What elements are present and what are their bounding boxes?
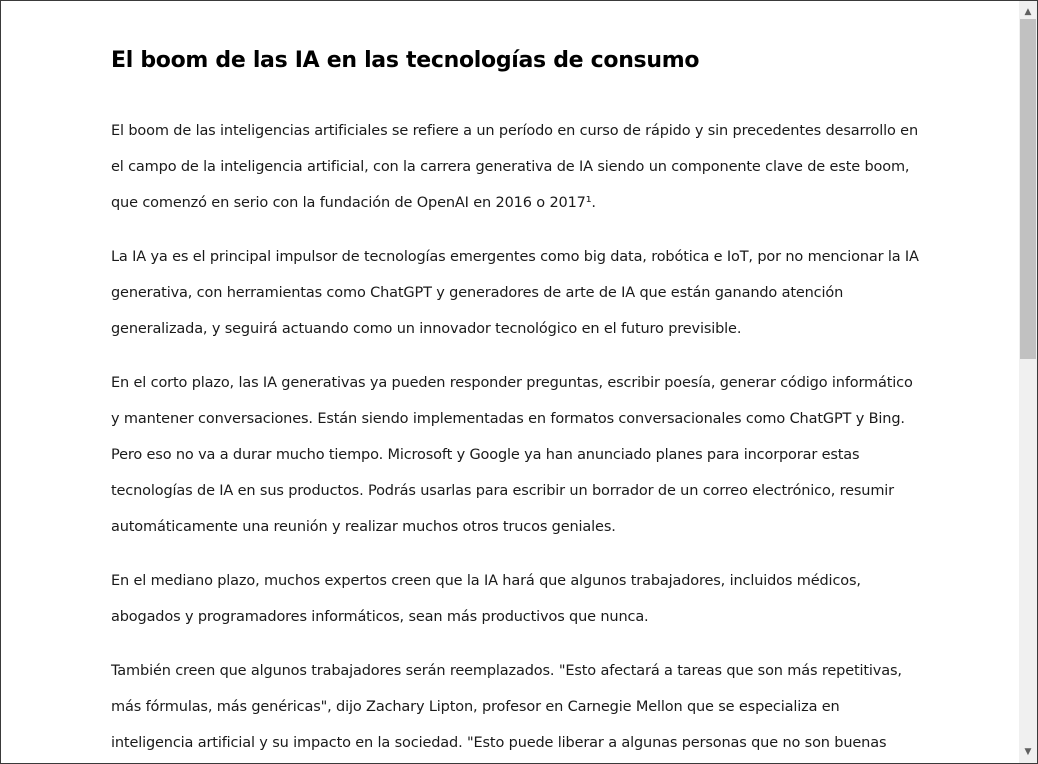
vertical-scrollbar[interactable] (1019, 1, 1037, 763)
paragraph: En el corto plazo, las IA generativas ya pueden responder preguntas, escribir poesía, generar código informático y mantener conversaciones. Están siendo implementadas en formatos conversacionales como ChatGPT y Bing. Pero eso no va a durar mucho tiempo. Microsoft y Google ya han anunciado planes para incorporar estas tecnologías de IA en sus productos. Podrás usarlas para escribir un borrador de un correo electrónico, resumir automáticamente una reunión y realizar muchos otros trucos geniales. (111, 375, 913, 535)
paragraph: También creen que algunos trabajadores serán reemplazados. "Esto afectará a tareas que son más repetitivas, más fórmulas, más genéricas", dijo Zachary Lipton, profesor en Carnegie Mellon que se especializa en inteligencia artificial y su impacto en la sociedad. "Esto puede liberar a algunas personas que no son buenas (111, 663, 902, 751)
article-content (111, 41, 921, 764)
paragraph: El boom de las inteligencias artificiales se refiere a un período en curso de rápido y sin precedentes desarrollo en el campo de la inteligencia artificial, con la carrera generativa de IA siendo un componente clave de este boom, que comenzó en serio con la fundación de OpenAI en 2016 o 2017¹. (111, 123, 918, 211)
paragraph: La IA ya es el principal impulsor de tecnologías emergentes como big data, robótica e IoT, por no mencionar la IA generativa, con herramientas como ChatGPT y generadores de arte de IA que están ganando atención generalizada, y seguirá actuando como un innovador tecnológico en el futuro previsible. (111, 249, 919, 337)
scroll-up-arrow-icon[interactable]: ▲ (1024, 7, 1032, 17)
article-title: El boom de las IA en las tecnologías de consumo (111, 48, 700, 73)
paragraph: En el mediano plazo, muchos expertos creen que la IA hará que algunos trabajadores, incluidos médicos, abogados y programadores informáticos, sean más productivos que nunca. (111, 573, 861, 625)
scroll-down-arrow-icon[interactable]: ▼ (1024, 747, 1032, 757)
scrollbar-thumb[interactable] (1020, 19, 1036, 359)
